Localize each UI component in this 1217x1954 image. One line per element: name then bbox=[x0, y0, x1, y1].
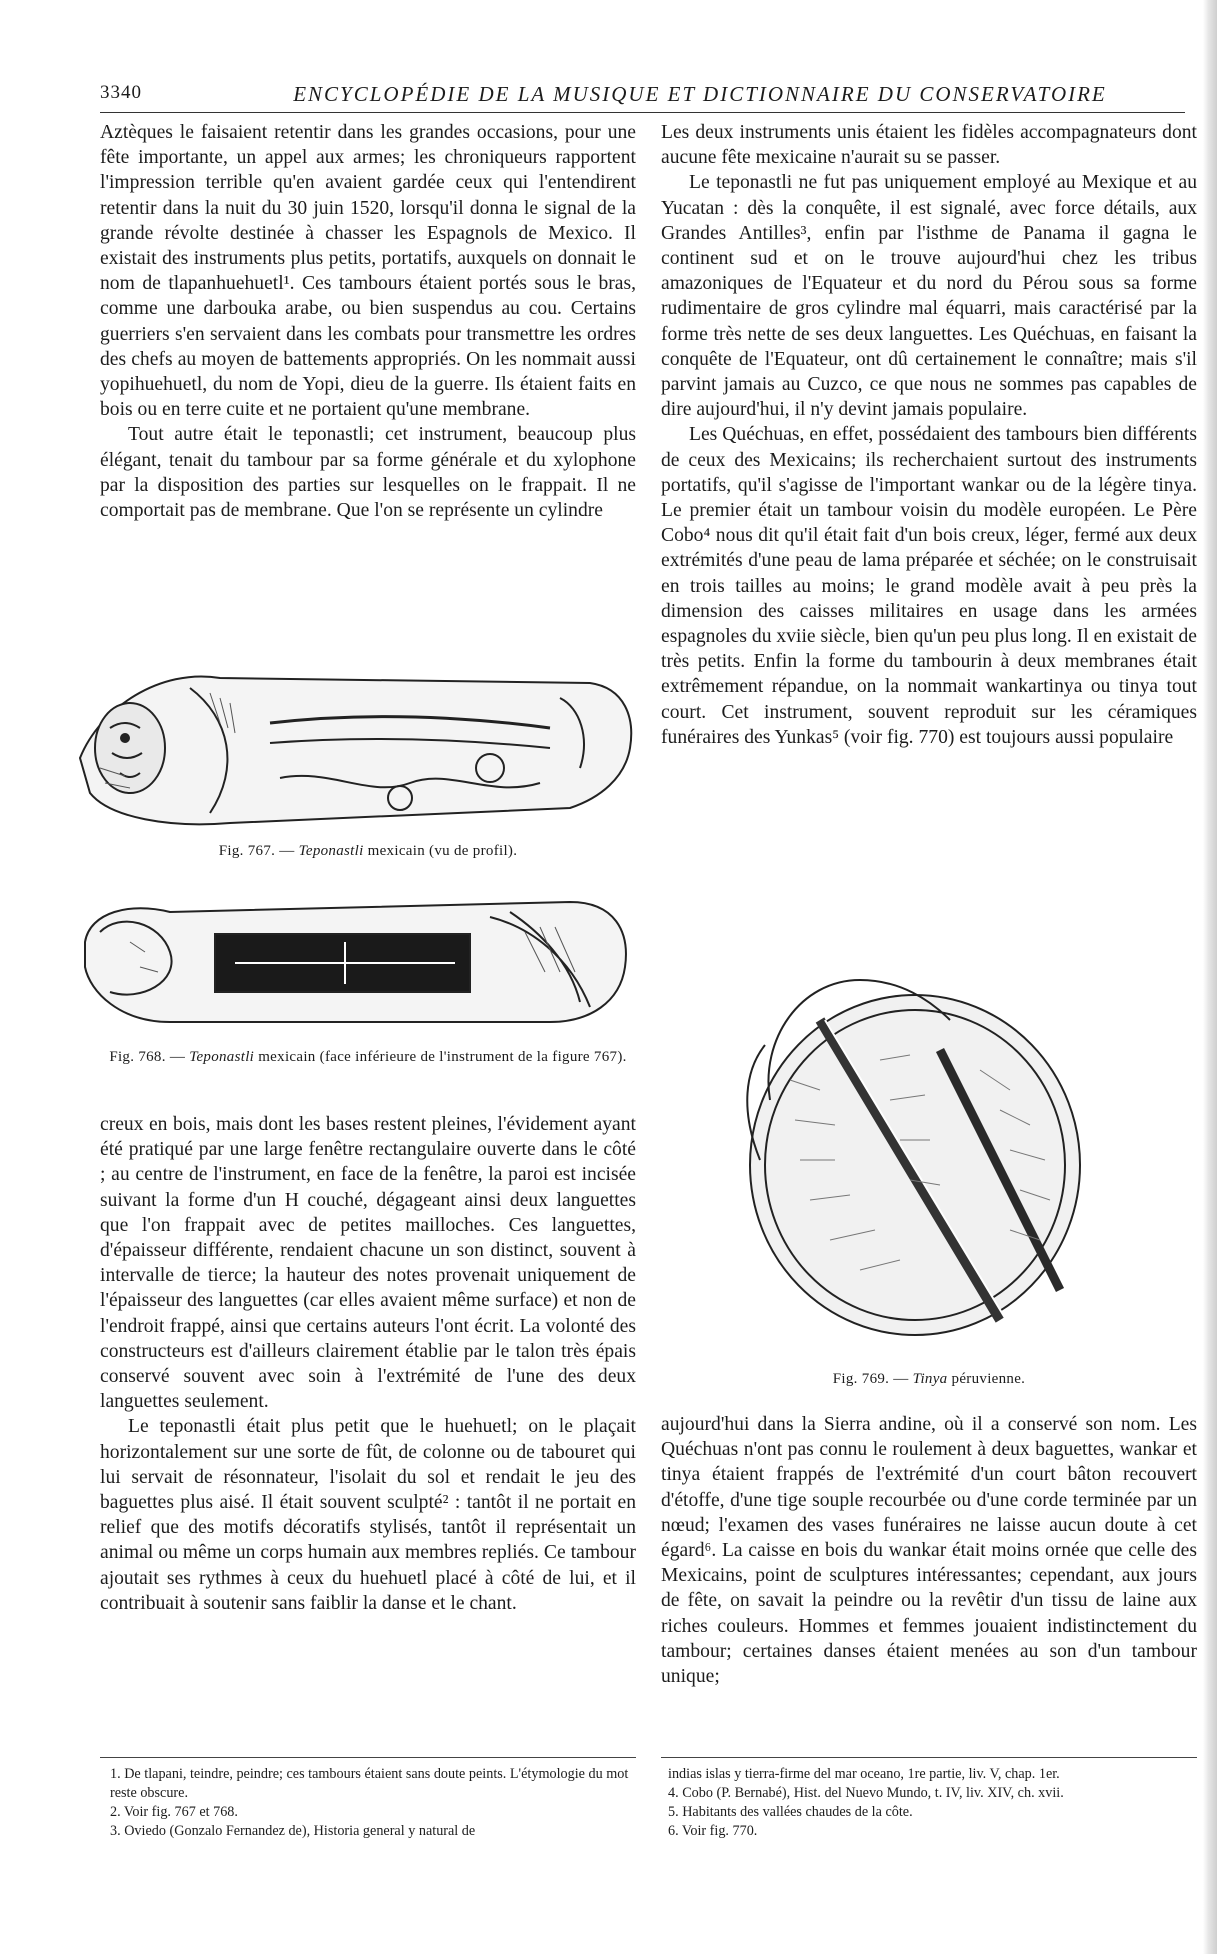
figure-769-caption bbox=[661, 1370, 1197, 1389]
header-rule bbox=[100, 112, 1185, 113]
page-edge bbox=[1203, 0, 1217, 1954]
figure-caption-text: mexicain (face inférieure de l'instrument de la figure 767). bbox=[258, 1049, 627, 1065]
left-column-bottom bbox=[100, 1112, 636, 1746]
figure-title: Teponastli bbox=[189, 1049, 255, 1065]
paragraph: Les Quéchuas, en effet, possédaient des tambours bien différents de ceux des Mexicains; ils recherchaient surtout des instruments portatifs, qu'il s'agisse de l'important wankar ou de la légère tinya. Le premier était un tambour voisin du modèle européen. Le Père Cobo⁴ nous dit qu'il était fait d'un bois creux, léger, fermé aux deux extrémités d'une peau de lama préparée et séchée; on le construisait en trois tailles au moins; le grand modèle avait à peu près la dimension des caisses militaires en usage dans les armées espagnoles du xviie siècle, bien qu'un peu plus long. Il en existait de très petits. Enfin la forme du tambourin à deux membranes était extrêmement répandue, on la nommait wankartinya ou tinya tout court. Cet instrument, souvent reproduit sur les céramiques funéraires des Yunkas⁵ (voir fig. 770) est toujours aussi populaire bbox=[661, 424, 1197, 748]
footnote: 6. Voir fig. 770. bbox=[668, 1823, 758, 1839]
figure-title: Teponastli bbox=[298, 843, 364, 859]
running-title: ENCYCLOPÉDIE DE LA MUSIQUE ET DICTIONNAIRE DU CONSERVATOIRE bbox=[293, 82, 1107, 106]
figure-767-caption bbox=[100, 842, 636, 861]
figure-number: Fig. 768. — bbox=[109, 1049, 186, 1065]
footnote: 4. Cobo (P. Bernabé), Hist. del Nuevo Mundo, t. IV, liv. XIV, ch. xvii. bbox=[668, 1785, 1064, 1801]
figure-caption-text: mexicain (vu de profil). bbox=[367, 843, 518, 859]
footnote-rule-left bbox=[100, 1757, 636, 1758]
paragraph: Les deux instruments unis étaient les fidèles accompagnateurs dont aucune fête mexicaine n'aurait su se passer. bbox=[661, 122, 1197, 169]
footnote: 3. Oviedo (Gonzalo Fernandez de), Historia general y natural de bbox=[110, 1823, 476, 1839]
paragraph: aujourd'hui dans la Sierra andine, où il a conservé son nom. Les Quéchuas n'ont pas connu le roulement à deux baguettes, wankar et tinya étaient frappés de l'extrémité d'un court bâton recouvert d'étoffe, d'une tige souple recourbée ou d'une corde terminée par un nœud; l'examen des vases funéraires ne laisse aucun doute à cet égard⁶. La caisse en bois du wankar était moins ornée que celle des Mexicains, point de sculptures intéressantes; cependant, aux jours de fête, on savait la peindre ou la revêtir d'un tissu de laine aux riches couleurs. Hommes et femmes jouaient indistinctement du tambour; certaines danses étaient menées au son d'un tambour unique; bbox=[661, 1414, 1197, 1688]
figure-title: Tinya bbox=[912, 1371, 948, 1387]
footnote: indias islas y tierra-firme del mar oceano, 1re partie, liv. V, chap. 1er. bbox=[668, 1766, 1060, 1782]
footnote: 5. Habitants des vallées chaudes de la côte. bbox=[668, 1804, 913, 1820]
page-header bbox=[100, 82, 1185, 112]
figure-767-teponastli-profile bbox=[70, 648, 640, 838]
figure-768-caption bbox=[100, 1048, 636, 1067]
left-column-top bbox=[100, 120, 636, 640]
right-column-top bbox=[661, 120, 1197, 944]
paragraph: Tout autre était le teponastli; cet instrument, beaucoup plus élégant, tenait du tambour par sa forme générale et du xylophone par la disposition des parties sur lesquelles on le frappait. Il ne comportait pas de membrane. Que l'on se représente un cylindre bbox=[100, 424, 636, 522]
footnote-rule-right bbox=[661, 1757, 1197, 1758]
paragraph: Le teponastli ne fut pas uniquement employé au Mexique et au Yucatan : dès la conquête, il est signalé, avec force détails, aux Grandes Antilles³, enfin par l'isthme de Panama il gagna le continent sud et on le trouve aujourd'hui chez les tribus amazoniques de l'Equateur et du nord du Pérou sous sa forme rudimentaire de gros cylindre mal équarri, mais caractérisé par la forme très nette de ses deux languettes. Les Quéchuas, en faisant la conquête de l'Equateur, ont dû certainement le connaître; mais s'il parvint jamais au Cuzco, ce que nous ne sommes pas capables de dire aujourd'hui, il n'y devint jamais populaire. bbox=[661, 172, 1197, 421]
figure-caption-text: péruvienne. bbox=[951, 1371, 1026, 1387]
figure-768-teponastli-underside bbox=[70, 872, 640, 1042]
paragraph: Le teponastli était plus petit que le huehuetl; on le plaçait horizontalement sur une sorte de fût, de colonne ou de tabouret qui lui servait de résonnateur, l'isolait du sol et rendait le jeu des baguettes plus aisé. Il était souvent sculpté² : tantôt il ne portait en relief que des motifs décoratifs stylisés, tantôt il représentait un animal ou même un corps humain aux membres repliés. Ce tambour ajoutait ses rythmes à ceux du huehuetl placé à côté de lui, et il contribuait à soutenir sans faiblir la danse et le chant. bbox=[100, 1416, 636, 1614]
figure-number: Fig. 769. — bbox=[832, 1371, 909, 1387]
page-number: 3340 bbox=[100, 82, 142, 103]
paragraph: creux en bois, mais dont les bases restent pleines, l'évidement ayant été pratiqué par une large fenêtre rectangulaire ouverte dans le côté ; au centre de l'instrument, en face de la fenêtre, la paroi est incisée suivant la forme d'un H couché, dégageant ainsi deux languettes que l'on frappait avec de petites mailloches. Ces languettes, d'épaisseur différente, rendaient chacune un son distinct, souvent à intervalle de tierce; la hauteur des notes provenait uniquement de l'épaisseur des languettes (car elles avaient même surface) et non de l'endroit frappé, ainsi que certains auteurs l'ont écrit. La volonté des constructeurs est d'ailleurs clairement établie par le talon très épais conservé souvent avec soin à l'extrémité de l'une des deux languettes seulement. bbox=[100, 1114, 636, 1413]
footnote: 1. De tlapani, teindre, peindre; ces tambours étaient sans doute peints. L'étymologie du mot reste obscure. bbox=[110, 1766, 629, 1801]
figure-number: Fig. 767. — bbox=[218, 843, 295, 859]
paragraph: Aztèques le faisaient retentir dans les grandes occasions, pour une fête importante, un appel aux armes; les chroniqueurs rapportent l'impression terrible qu'en avaient gardée ceux qui l'entendirent retentir dans la nuit du 30 juin 1520, lorsqu'il donna le signal de la grande révolte destinée à chasser les Espagnols de Mexico. Il existait des instruments plus petits, portatifs, auxquels on donnait le nom de tlapanhuehuetl¹. Ces tambours étaient portés sous le bras, comme une darbouka arabe, ou bien suspendus au cou. Certains guerriers s'en servaient dans les combats pour transmettre les ordres des chefs au moyen de battements appropriés. On les nommait aussi yopihuehuetl, du nom de Yopi, dieu de la guerre. Ils étaient faits en bois ou en terre cuite et ne portaient qu'une membrane. bbox=[100, 122, 636, 421]
figure-769-tinya bbox=[700, 960, 1140, 1360]
footnotes-left bbox=[110, 1765, 630, 1841]
footnotes-right bbox=[668, 1765, 1196, 1841]
footnote: 2. Voir fig. 767 et 768. bbox=[110, 1804, 238, 1820]
right-column-bottom bbox=[661, 1412, 1197, 1746]
